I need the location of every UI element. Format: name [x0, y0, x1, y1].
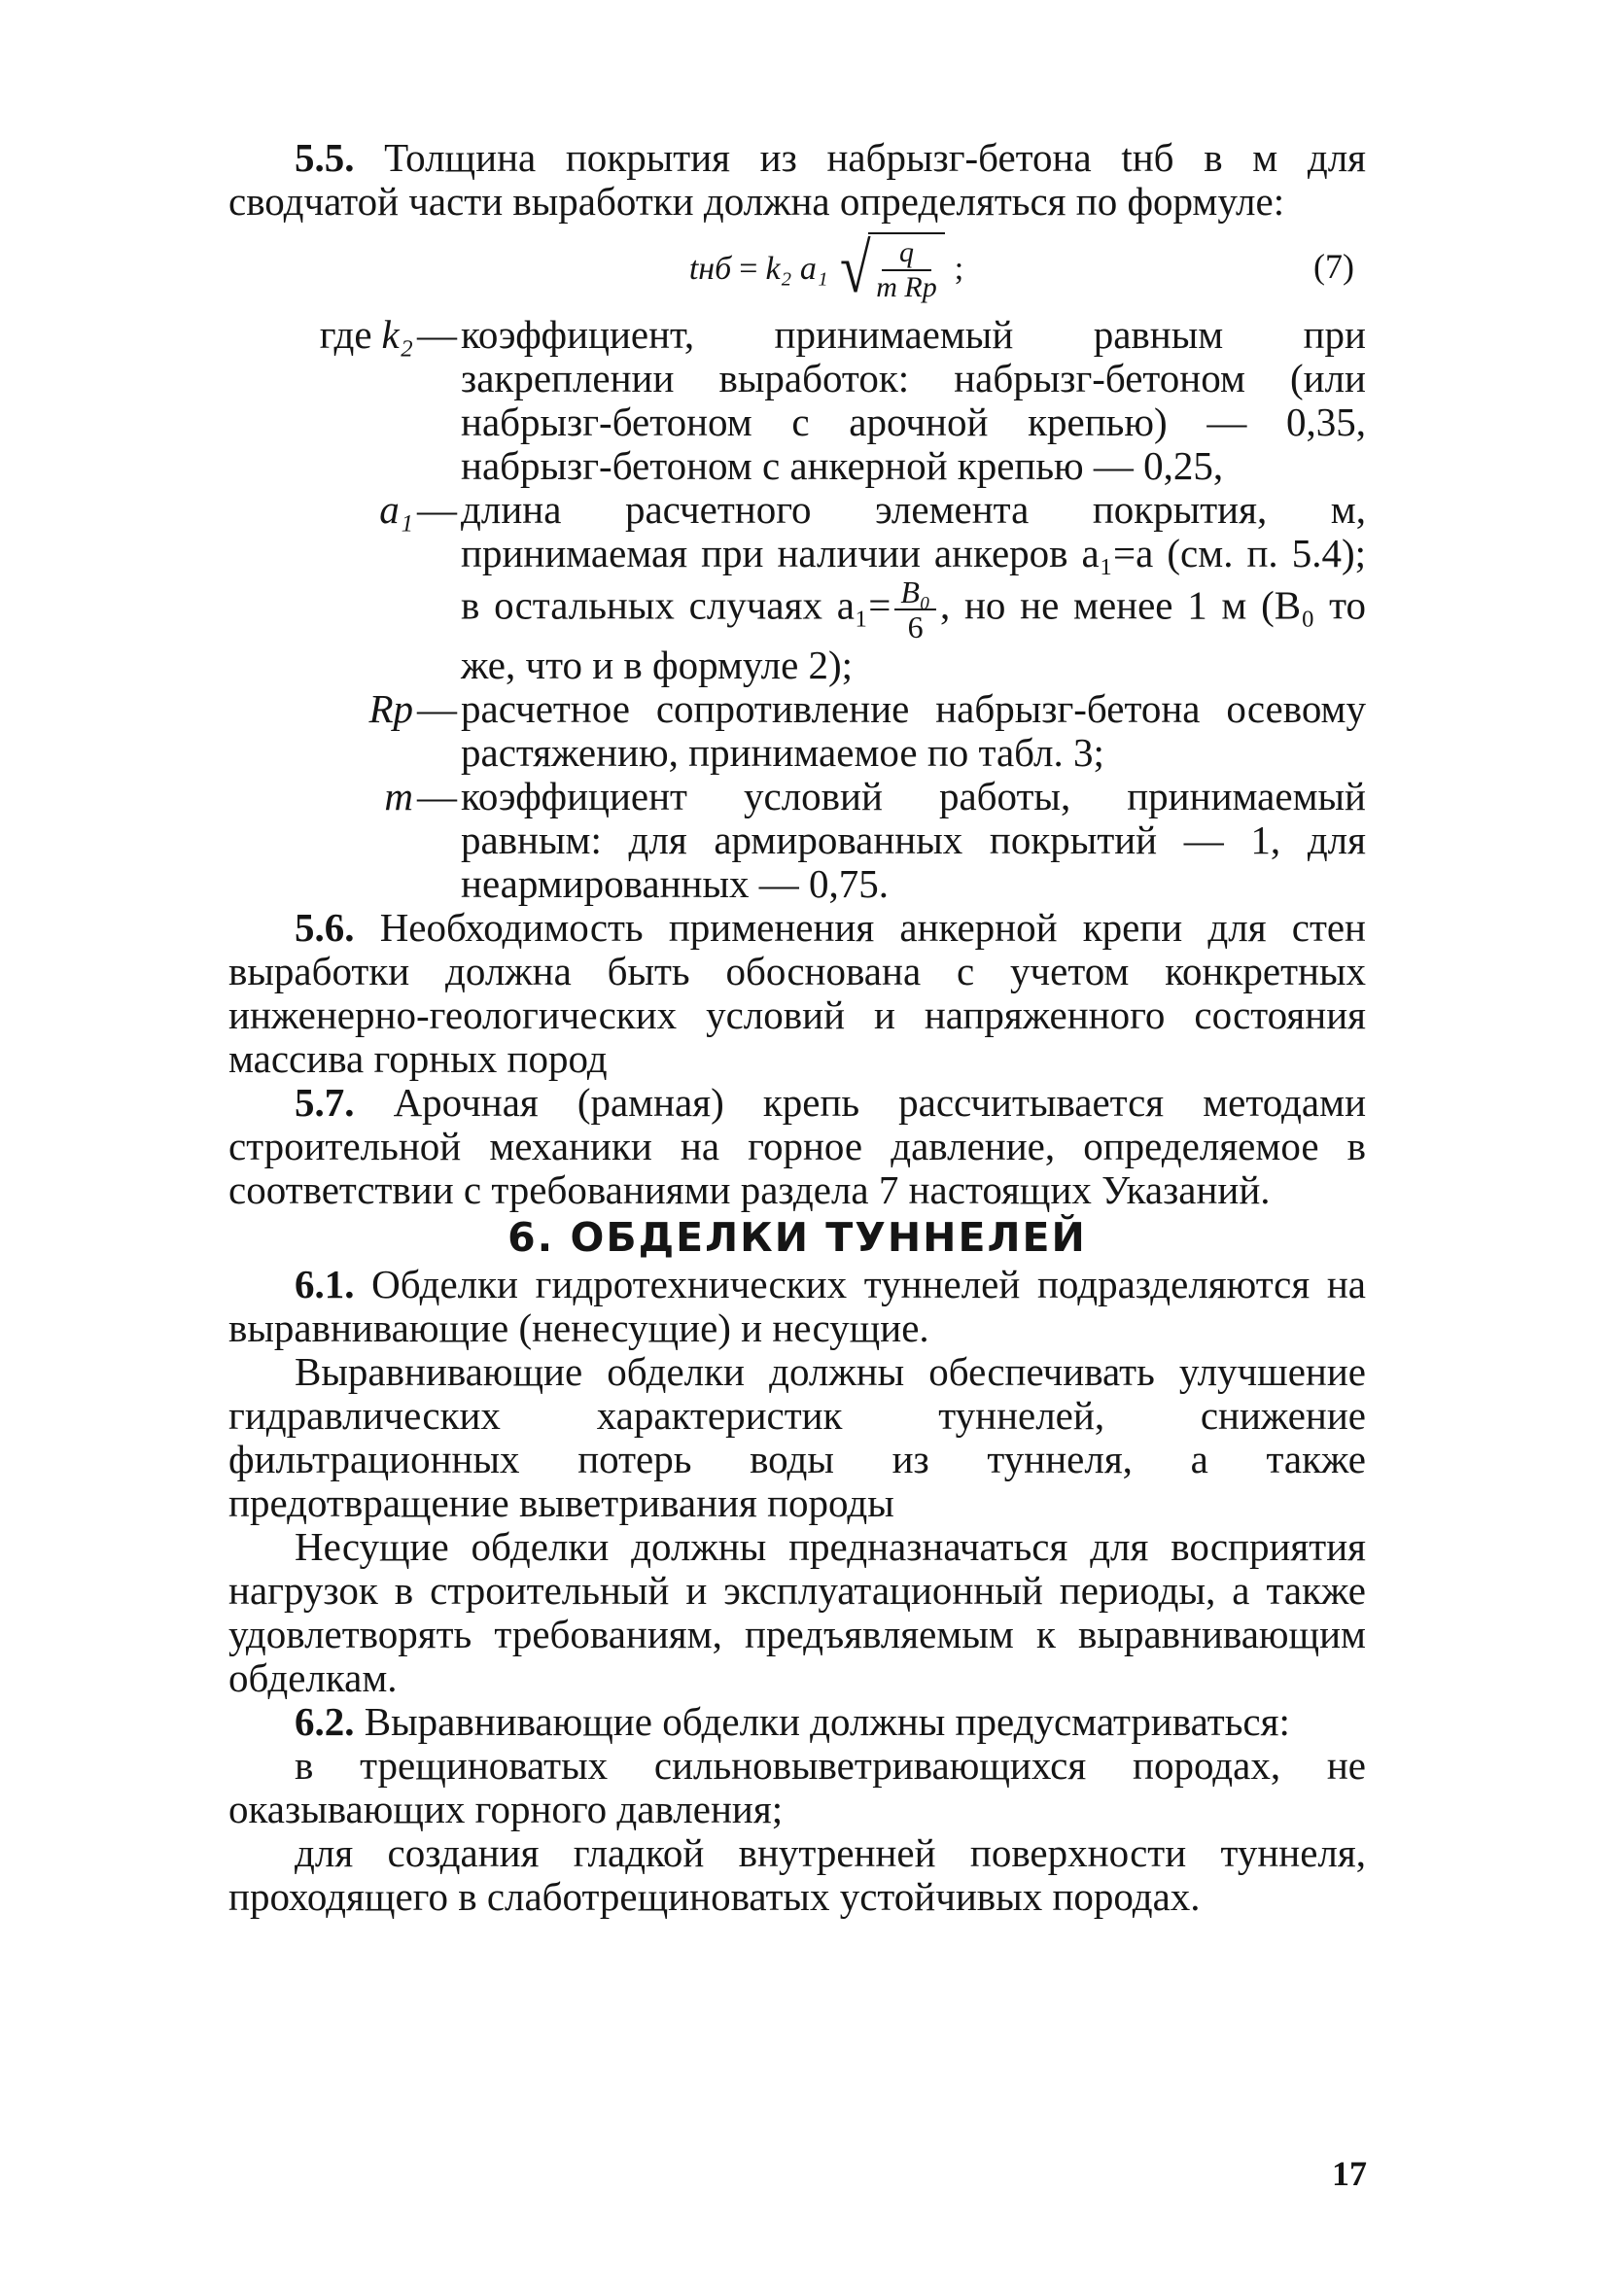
formula-coefficient: k₂ a₁: [765, 250, 828, 287]
paragraph-6-1: [228, 1263, 1366, 1350]
definition-text: коэффициент, принимаемый равным при закреплении выработок: набрызг-бетоном (или набрызг-бетоном с арочной крепью) — 0,35, набрызг-бетоном с анкерной крепью — 0,25,: [461, 312, 1366, 488]
definition-text: длина расчетного элемента покрытия, м, принимаемая при наличии анкеров a₁=a (см. п. 5.4); в остальных случаях a₁= $\frac{\text{B₀}}{6}$ , но не менее 1 м (B₀ то же, что и в формуле 2);: [461, 487, 1366, 687]
formula-numerator: q: [882, 236, 931, 271]
clause-text: Необходимость применения анкерной крепи для стен выработки должна быть обоснована с учетом конкретных инженерно-геологических условий и напряженного состояния массива горных пород: [228, 905, 1367, 1081]
section-heading: 6. ОБДЕЛКИ ТУННЕЛЕЙ: [507, 1214, 1087, 1261]
definition-term: m: [384, 774, 413, 818]
paragraph-5-6: [228, 906, 1366, 1081]
definition-dash: —: [417, 312, 457, 357]
definition-k2: [228, 313, 1366, 488]
clause-number: 5.7.: [295, 1080, 355, 1125]
definitions-list: [228, 313, 1366, 906]
clause-text: Толщина покрытия из набрызг-бетона tнб в м для сводчатой части выработки должна определяться по формуле:: [228, 135, 1367, 224]
clause-number: 5.6.: [295, 905, 355, 950]
inline-fraction: $\frac{\text{B₀}}{6}$: [894, 575, 936, 644]
radical-sign: √: [839, 229, 871, 307]
paragraph-6-1-leveling: Выравнивающие обделки должны обеспечивать улучшение гидравлических характеристик туннелей, снижение фильтрационных потерь воды из туннеля, а также предотвращение выветривания породы: [228, 1349, 1366, 1525]
where-word: где: [319, 312, 372, 357]
definition-term: a₁: [379, 487, 413, 532]
definition-m: [228, 775, 1366, 906]
definition-text: коэффициент условий работы, принимаемый равным: для армированных покрытий — 1, для неармированных — 0,75.: [461, 774, 1366, 906]
paragraph-5-7: [228, 1081, 1366, 1212]
clause-text: Обделки гидротехнических туннелей подразделяются на выравнивающие (ненесущие) и несущие.: [228, 1262, 1367, 1350]
formula-body: [688, 229, 964, 307]
clause-number: 6.2.: [295, 1699, 355, 1744]
formula-semicolon: ;: [954, 250, 964, 287]
definition-dash: —: [417, 774, 457, 818]
page-number: 17: [1332, 2154, 1367, 2193]
paragraph-5-5: [228, 136, 1366, 224]
paragraph-6-2-item-1: в трещиноватых сильновыветривающихся породах, не оказывающих горного давления;: [228, 1743, 1366, 1831]
clause-text: Выравнивающие обделки должны предусматриваться:: [364, 1699, 1290, 1744]
definition-dash: —: [417, 686, 457, 731]
body-text: [228, 136, 1366, 1919]
clause-number: 5.5.: [295, 135, 355, 180]
paragraph-6-1-bearing: Несущие обделки должны предназначаться для восприятия нагрузок в строительный и эксплуатационный периоды, а также удовлетворять требованиям, предъявляемым к выравнивающим обделкам.: [228, 1524, 1366, 1700]
definition-dash: —: [417, 487, 457, 532]
definition-term: Rр: [368, 686, 413, 731]
definition-rp: [228, 687, 1366, 775]
clause-number: 6.1.: [295, 1262, 355, 1306]
definition-text: расчетное сопротивление набрызг-бетона осевому растяжению, принимаемое по табл. 3;: [461, 686, 1366, 775]
paragraph-6-2: [228, 1700, 1366, 1744]
formula-denominator: m Rр: [876, 271, 937, 303]
definition-a1: [228, 488, 1366, 687]
formula-lhs: tнб: [688, 250, 732, 287]
radicand-fraction: [868, 232, 945, 304]
formula-number: (7): [1313, 247, 1354, 286]
definition-term: где k₂: [319, 312, 413, 357]
formula-equals: =: [739, 250, 758, 287]
formula-7: [228, 224, 1366, 313]
clause-text: Арочная (рамная) крепь рассчитывается методами строительной механики на горное давление, определяемое в соответствии с требованиями раздела 7 настоящих Указаний.: [228, 1080, 1367, 1212]
paragraph-6-2-item-2: для создания гладкой внутренней поверхности туннеля, проходящего в слаботрещиноватых устойчивых породах.: [228, 1830, 1366, 1919]
